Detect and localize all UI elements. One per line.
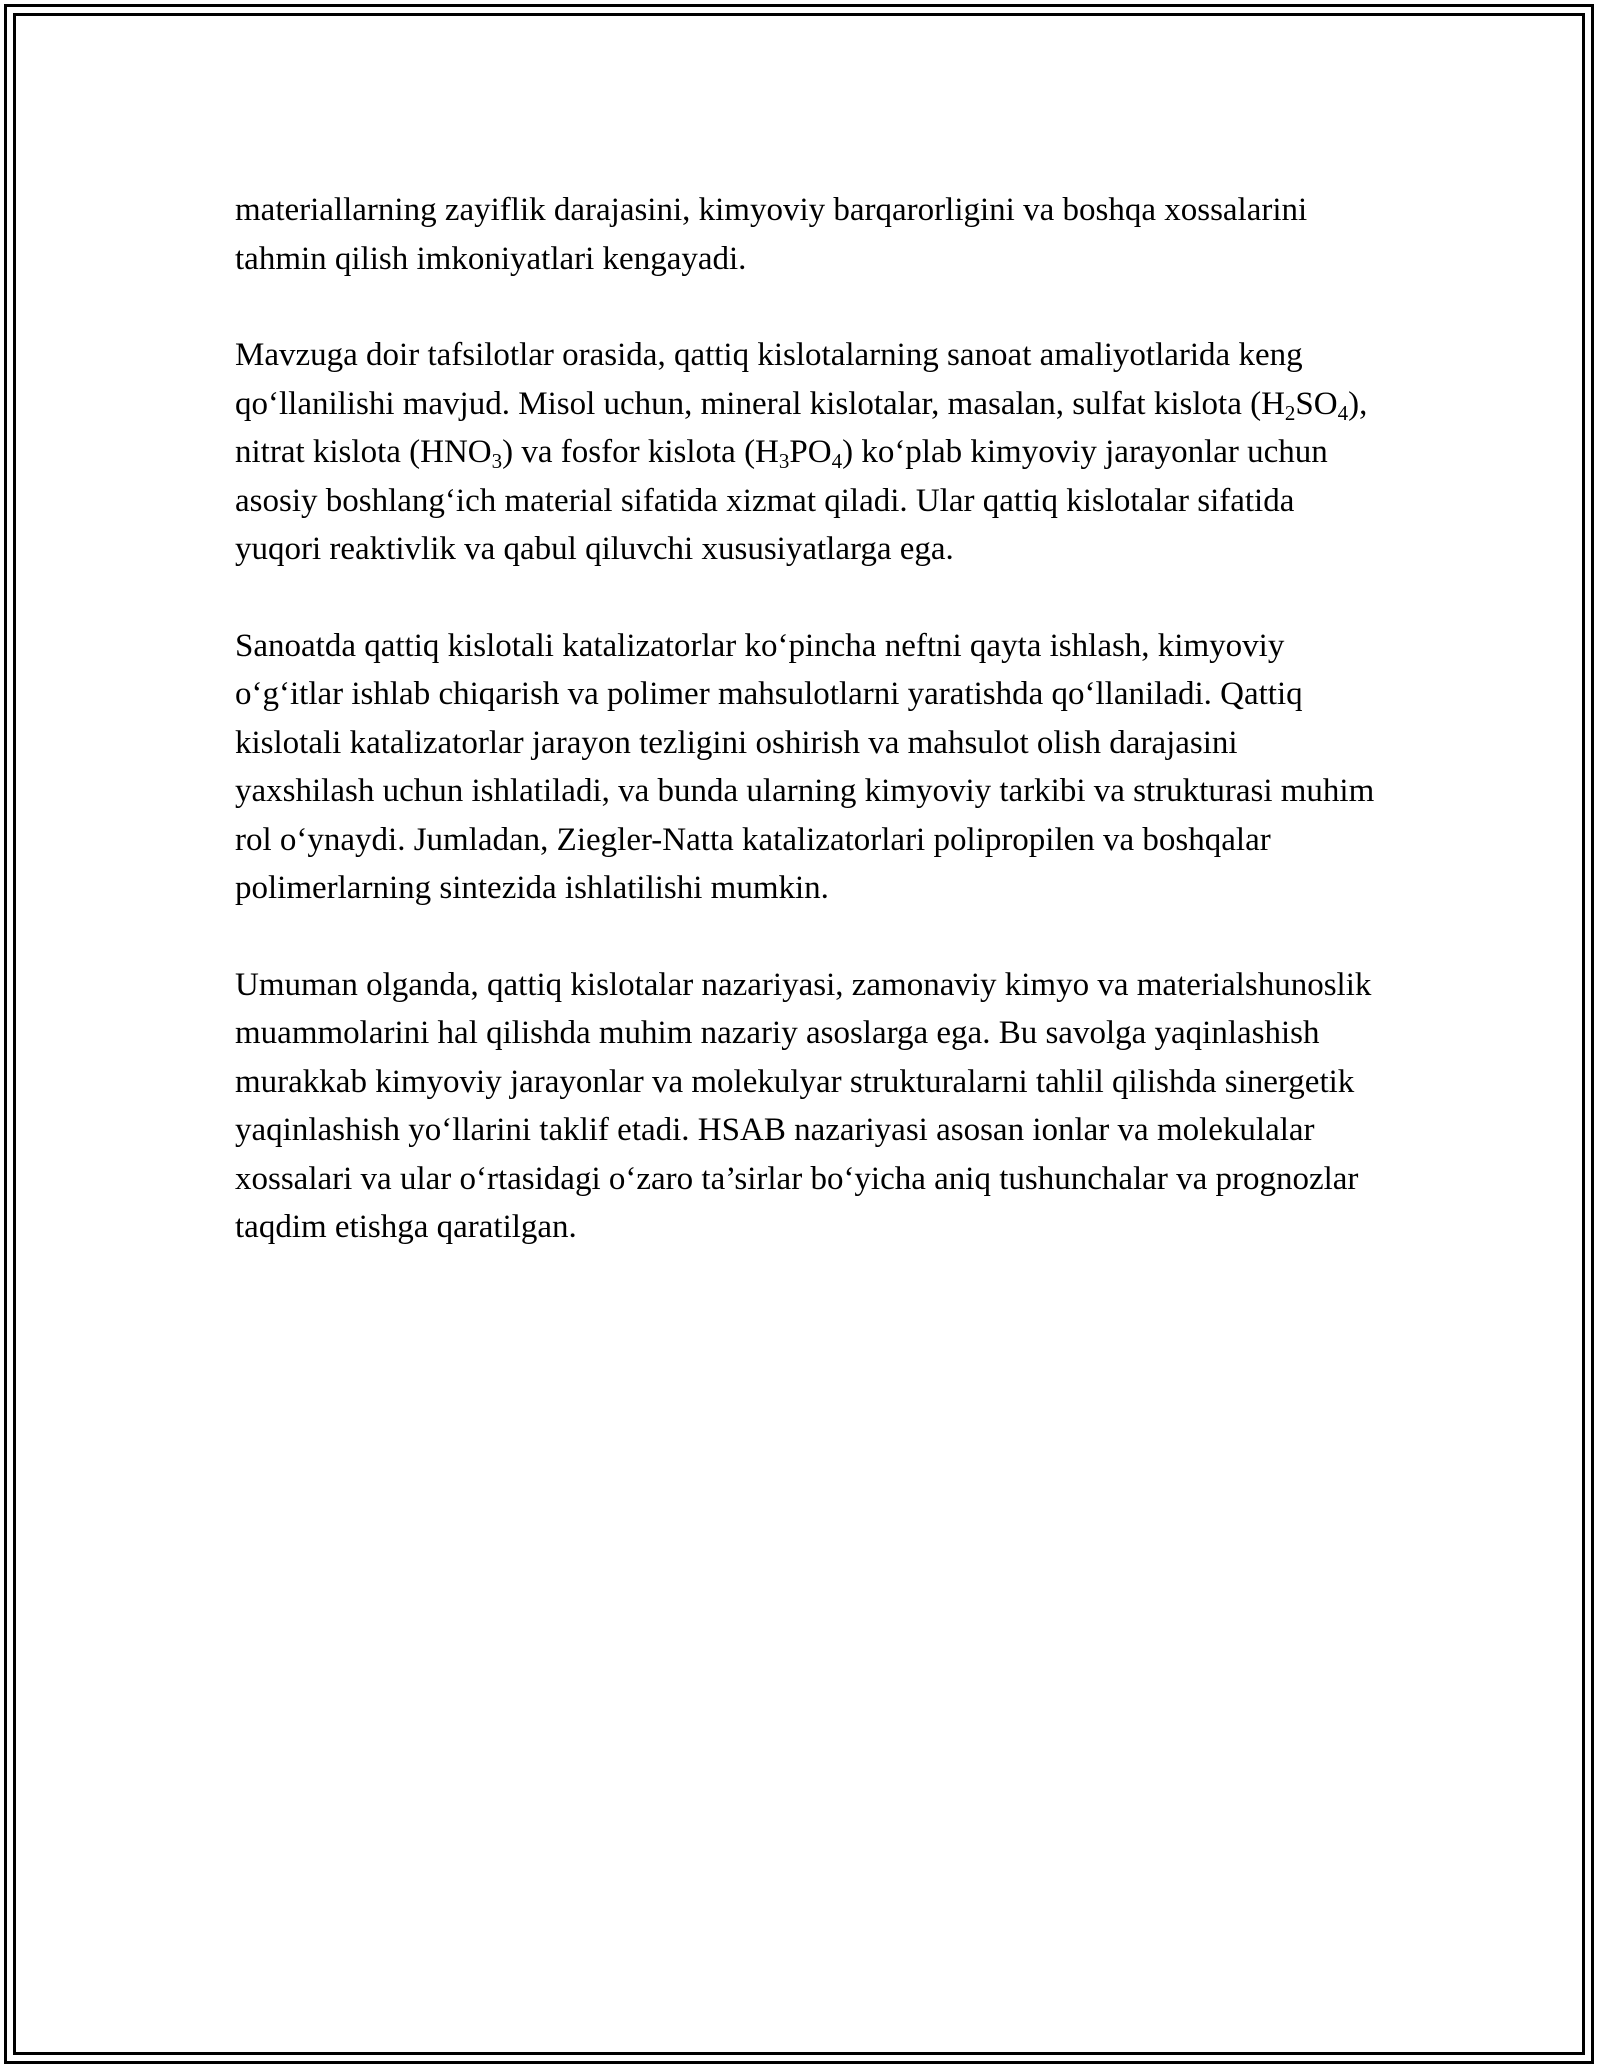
paragraph-2 bbox=[235, 331, 1375, 574]
paragraph-text: ) ko‘plab kimyoviy jarayonlar uchun asosiy boshlang‘ich material sifatida xizmat qiladi. Ular qattiq kislotalar sifatida yuqori reaktivlik va qabul qiluvchi xususiyatlarga ega. bbox=[235, 434, 1328, 567]
subscript: 3 bbox=[778, 449, 790, 473]
paragraph-text: Umuman olganda, qattiq kislotalar nazariyasi, zamonaviy kimyo va materialshunoslik muammolarini hal qilishda muhim nazariy asoslarga ega. Bu savolga yaqinlashish murakkab kimyoviy jarayonlar va molekulyar strukturalarni tahlil qilishda sinergetik yaqinlashish yo‘llarini taklif etadi. HSAB nazariyasi asosan ionlar va molekulalar xossalari va ular o‘rtasidagi o‘zaro ta’sirlar bo‘yicha aniq tushunchalar va prognozlar taqdim etishga qaratilgan. bbox=[235, 966, 1372, 1245]
subscript: 3 bbox=[491, 449, 503, 473]
paragraph-text: SO bbox=[1295, 385, 1338, 422]
paragraph-text: materiallarning zayiflik darajasini, kimyoviy barqarorligini va boshqa xossalarini tahmin qilish imkoniyatlari kengayadi. bbox=[235, 192, 1308, 277]
paragraph-text: PO bbox=[789, 434, 832, 470]
paragraph-text: ) va fosfor kislota (H bbox=[502, 434, 779, 470]
paragraph-text: ), nitrat kislota (HNO bbox=[235, 385, 1368, 470]
paragraph-1 bbox=[235, 186, 1375, 283]
paragraph-text: Sanoatda qattiq kislotali katalizatorlar ko‘pincha neftni qayta ishlash, kimyoviy o‘g‘itlar ishlab chiqarish va polimer mahsulotlarni yaratishda qo‘llaniladi. Qattiq kislotali katalizatorlar jarayon tezligini oshirish va mahsulot olish darajasini yaxshilash uchun ishlatiladi, va bunda ularning kimyoviy tarkibi va strukturasi muhim rol o‘ynaydi. Jumladan, Ziegler-Natta katalizatorlari polipropilen va boshqalar polimerlarning sintezida ishlatilishi mumkin. bbox=[235, 627, 1375, 906]
subscript: 4 bbox=[831, 449, 843, 473]
paragraph-text: Mavzuga doir tafsilotlar orasida, qattiq kislotalarning sanoat amaliyotlarida keng qo‘llanilishi mavjud. Misol uchun, mineral kislotalar, masalan, sulfat kislota (H bbox=[235, 337, 1303, 422]
subscript: 2 bbox=[1284, 400, 1296, 425]
document-body bbox=[235, 186, 1375, 1300]
paragraph-3 bbox=[235, 622, 1375, 913]
paragraph-4 bbox=[235, 961, 1375, 1252]
subscript: 4 bbox=[1337, 400, 1349, 425]
